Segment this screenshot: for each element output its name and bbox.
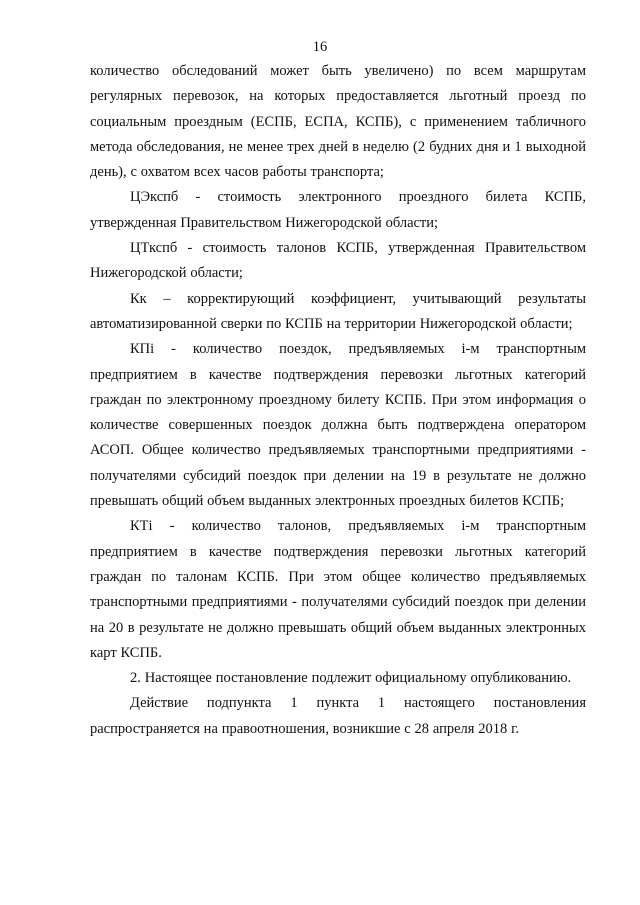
document-body: [90, 59, 586, 742]
paragraph-coupon-price: ЦТкспб - стоимость талонов КСПБ, утвержденная Правительством Нижегородской области;: [90, 240, 586, 282]
paragraph-survey-method: количество обследований может быть увеличено) по всем маршрутам регулярных перевозок, на которых предоставляется льготный проезд по социальным проездным (ЕСПБ, ЕСПА, КСПБ), с применением табличного метода обследования, не менее трех дней в неделю (2 будних дня и 1 выходной день), с охватом всех часов работы транспорта;: [90, 63, 586, 181]
paragraph-coupon-count: КТi - количество талонов, предъявляемых i-м транспортным предприятием в качестве подтверждения перевозки льготных категорий граждан по талонам КСПБ. При этом общее количество предъявляемых транспортными предприятиями - получателями субсидий поездок при делении на 20 в результате не должно превышать общий объем выданных электронных карт КСПБ.: [90, 518, 586, 661]
paragraph-electronic-ticket-price: ЦЭкспб - стоимость электронного проездного билета КСПБ, утвержденная Правительством Нижегородской области;: [90, 189, 586, 231]
page-number: 16: [312, 39, 328, 55]
paragraph-trip-count: КПi - количество поездок, предъявляемых i-м транспортным предприятием в качестве подтверждения перевозки льготных категорий граждан по электронному проездному билету КСПБ. При этом информация о количестве совершенных поездок должна быть подтверждена оператором АСОП. Общее количество предъявляемых транспортными предприятиями - получателями субсидий поездок при делении на 19 в результате не должно превышать общий объем выданных электронных проездных билетов КСПБ;: [90, 341, 586, 510]
paragraph-correction-coefficient: Кк – корректирующий коэффициент, учитывающий результаты автоматизированной сверки по КСПБ на территории Нижегородской области;: [90, 290, 586, 332]
paragraph-publication: 2. Настоящее постановление подлежит официальному опубликованию.: [130, 670, 572, 687]
paragraph-effective-date: Действие подпункта 1 пункта 1 настоящего постановления распространяется на правоотношения, возникшие с 28 апреля 2018 г.: [90, 695, 586, 737]
